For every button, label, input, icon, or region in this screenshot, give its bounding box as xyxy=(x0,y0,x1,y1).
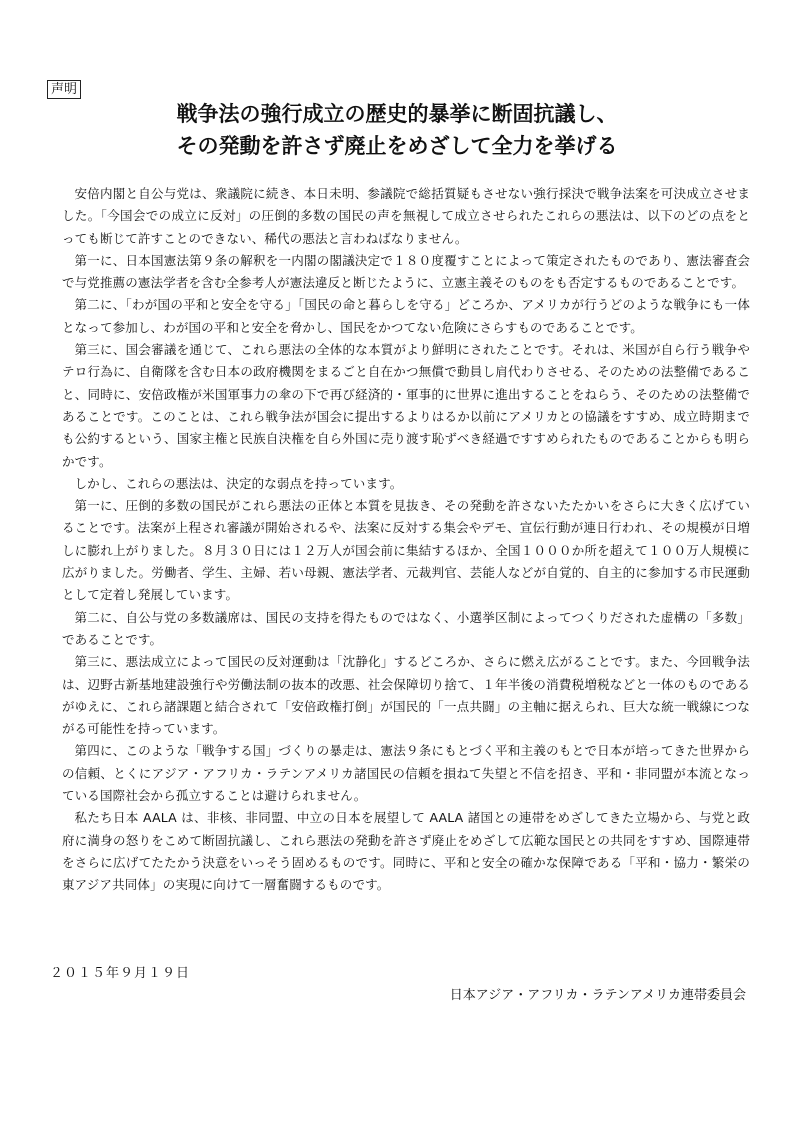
paragraph-point-2: 第二に、「わが国の平和と安全を守る」「国民の命と暮らしを守る」どころか、アメリカが行うどのような戦争にも一体となって参加し、わが国の平和と安全を脅かし、国民をかつてない危険にさらすものであることです。 xyxy=(62,297,750,335)
paragraph-point-1: 第一に、日本国憲法第９条の解釈を一内閣の閣議決定で１８０度覆すことによって策定されたものであり、憲法審査会で与党推薦の憲法学者を含む全参考人が憲法違反と断じたように、立憲主義そのものをも否定するものであることです。 xyxy=(62,252,750,291)
paragraph-weakness-4: 第四に、このような「戦争する国」づくりの暴走は、憲法９条にもとづく平和主義のもとで日本が培ってきた世界からの信頼、とくにアジア・アフリカ・ラテンアメリカ諸国民の信頼を損ねて失望と不信を招き、平和・非同盟が本流となっている国際社会から孤立することは避けられません。 xyxy=(62,743,750,804)
paragraph-weakness-2: 第二に、自公与党の多数議席は、国民の支持を得たものではなく、小選挙区制によってつくりだされた虚構の「多数」であることです。 xyxy=(62,609,750,647)
statement-label: 声明 xyxy=(47,80,81,99)
title-line-1: 戦争法の強行成立の歴史的暴挙に断固抗議し、 xyxy=(176,101,618,126)
paragraph-weakness-1: 第一に、圧倒的多数の国民がこれら悪法の正体と本質を見抜き、その発動を許さないたたかいをさらに大きく広げていることです。法案が上程され審議が開始されるや、法案に反対する集会やデモ、宣伝行動が連日行われ、その規模が日増しに膨れ上がりました。８月３０日には１２万人が国会前に集結するほか、全国１０００か所を超えて１００万人規模に広がりました。労働者、学生、主婦、若い母親、憲法学者、元裁判官、芸能人などが自覚的、自主的に参加する市民運動として定着し発展しています。 xyxy=(62,498,750,603)
paragraph-weakness-intro: しかし、これらの悪法は、決定的な弱点を持っています。 xyxy=(74,475,403,491)
paragraph-weakness-3: 第三に、悪法成立によって国民の反対運動は「沈静化」するどころか、さらに燃え広がることです。また、今回戦争法は、辺野古新基地建設強行や労働法制の抜本的改悪、社会保障切り捨て、１年半後の消費税増税などと一体のものであるがゆえに、これら諸課題と結合されて「安倍政権打倒」が国民的「一点共闘」の主軸に据えられ、巨大な統一戦線につながる可能性を持っています。 xyxy=(62,654,750,737)
paragraph-intro: 安倍内閣と自公与党は、衆議院に続き、本日未明、参議院で総括質疑もさせない強行採決で戦争法案を可決成立させました。「今国会での成立に反対」の圧倒的多数の国民の声を無視して成立させられたこれらの悪法は、以下のどの点をとっても断じて許すことのできない、稀代の悪法と言わねばなりません。 xyxy=(62,186,750,246)
signing-organization: 日本アジア・アフリカ・ラテンアメリカ連帯委員会 xyxy=(449,988,746,1003)
document-body xyxy=(62,183,750,897)
document-date: ２０１５年９月１９日 xyxy=(50,966,191,981)
document-title xyxy=(0,98,794,162)
paragraph-conclusion: 私たち日本 AALA は、非核、非同盟、中立の日本を展望して AALA 諸国との連帯をめざしてきた立場から、与党と政府に満身の怒りをこめて断固抗議し、これら悪法の発動を許さず廃止をめざして広範な国民との共同をすすめ、国際連帯をさらに広げてたたかう決意をいっそう固めるものです。同時に、平和と安全の確かな保障である「平和・協力・繁栄の東アジア共同体」の実現に向けて一層奮闘するものです。 xyxy=(62,810,750,893)
paragraph-point-3: 第三に、国会審議を通じて、これら悪法の全体的な本質がより鮮明にされたことです。それは、米国が自ら行う戦争やテロ行為に、自衛隊を含む日本の政府機関をまるごと自在かつ無償で動員し肩代わりさせる、そのための法整備であること、同時に、安倍政権が米国軍事力の傘の下で再び経済的・軍事的に世界に進出することをねらう、そのための法整備であることです。このことは、これら戦争法が国会に提出するよりはるか以前にアメリカとの協議をすすめ、成立時期までも公約するという、国家主権と民族自決権を自ら外国に売り渡す恥ずべき経過ですすめられたものであることからも明らかです。 xyxy=(62,342,750,469)
title-line-2: その発動を許さず廃止をめざして全力を挙げる xyxy=(176,133,618,158)
